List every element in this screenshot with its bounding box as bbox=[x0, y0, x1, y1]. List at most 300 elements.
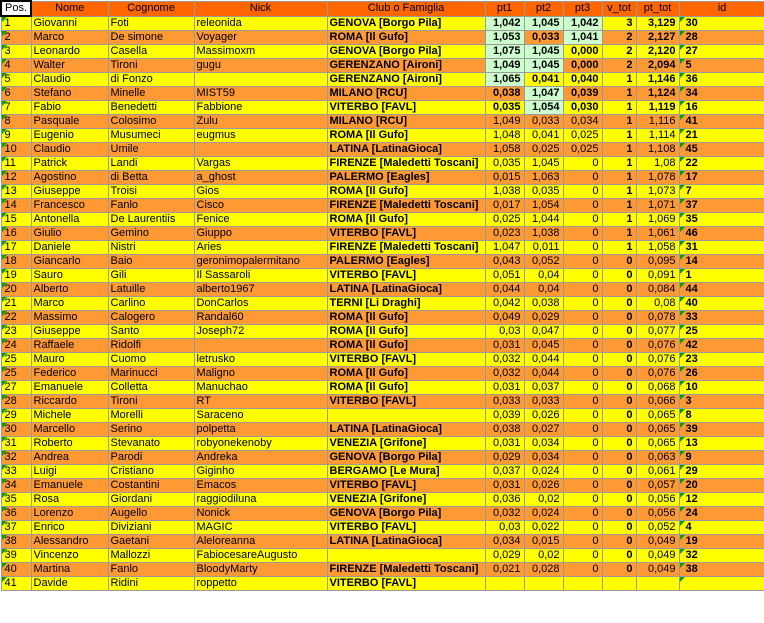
cell-nome[interactable]: Francesco bbox=[31, 199, 108, 213]
cell-club[interactable]: BERGAMO [Le Mura] bbox=[327, 465, 485, 479]
cell-pt-tot[interactable]: 0,065 bbox=[636, 423, 679, 437]
cell-pt-tot[interactable]: 0,078 bbox=[636, 311, 679, 325]
cell-pt2[interactable]: 0,022 bbox=[524, 521, 563, 535]
cell-pos[interactable]: 34 bbox=[1, 479, 31, 493]
cell-pt2[interactable]: 0,033 bbox=[524, 395, 563, 409]
cell-pt-tot[interactable]: 2,127 bbox=[636, 31, 679, 45]
cell-pos[interactable]: 23 bbox=[1, 325, 31, 339]
cell-pt1[interactable]: 0,031 bbox=[485, 339, 524, 353]
cell-cognome[interactable]: Augello bbox=[108, 507, 194, 521]
cell-pt1[interactable]: 0,031 bbox=[485, 479, 524, 493]
cell-nome[interactable]: Luigi bbox=[31, 465, 108, 479]
cell-id[interactable]: 42 bbox=[679, 339, 764, 353]
cell-club[interactable]: VENEZIA [Grifone] bbox=[327, 493, 485, 507]
cell-pt2[interactable]: 0,02 bbox=[524, 493, 563, 507]
cell-cognome[interactable]: Umile bbox=[108, 143, 194, 157]
cell-club[interactable]: ROMA [Il Gufo] bbox=[327, 381, 485, 395]
cell-v-tot[interactable]: 1 bbox=[602, 115, 636, 129]
cell-pt1[interactable]: 0,034 bbox=[485, 535, 524, 549]
cell-pt1[interactable]: 0,031 bbox=[485, 437, 524, 451]
cell-club[interactable]: GERENZANO [Aironi] bbox=[327, 73, 485, 87]
cell-id[interactable]: 25 bbox=[679, 325, 764, 339]
cell-cognome[interactable]: Stevanato bbox=[108, 437, 194, 451]
cell-pt3[interactable]: 1,042 bbox=[563, 16, 602, 31]
cell-club[interactable]: VITERBO [FAVL] bbox=[327, 479, 485, 493]
cell-pt-tot[interactable]: 0,076 bbox=[636, 353, 679, 367]
cell-nick[interactable]: Fabbione bbox=[194, 101, 327, 115]
cell-v-tot[interactable]: 1 bbox=[602, 171, 636, 185]
cell-pt3[interactable]: 0 bbox=[563, 297, 602, 311]
cell-club[interactable]: LATINA [LatinaGioca] bbox=[327, 283, 485, 297]
cell-pt3[interactable]: 0,040 bbox=[563, 73, 602, 87]
cell-nome[interactable]: Eugenio bbox=[31, 129, 108, 143]
cell-nick[interactable]: Vargas bbox=[194, 157, 327, 171]
cell-pt2[interactable]: 0,011 bbox=[524, 241, 563, 255]
cell-v-tot[interactable]: 1 bbox=[602, 129, 636, 143]
cell-club[interactable]: LATINA [LatinaGioca] bbox=[327, 143, 485, 157]
cell-pt2[interactable]: 0,04 bbox=[524, 269, 563, 283]
cell-pt3[interactable]: 0 bbox=[563, 381, 602, 395]
cell-pos[interactable]: 21 bbox=[1, 297, 31, 311]
cell-pt-tot[interactable]: 0,077 bbox=[636, 325, 679, 339]
cell-pt-tot[interactable]: 0,057 bbox=[636, 479, 679, 493]
cell-nome[interactable]: Emanuele bbox=[31, 381, 108, 395]
cell-pt3[interactable]: 0,034 bbox=[563, 115, 602, 129]
cell-pt3[interactable]: 0 bbox=[563, 437, 602, 451]
cell-v-tot[interactable]: 0 bbox=[602, 423, 636, 437]
cell-pos[interactable]: 30 bbox=[1, 423, 31, 437]
cell-cognome[interactable]: Tironi bbox=[108, 395, 194, 409]
cell-pt1[interactable]: 0,051 bbox=[485, 269, 524, 283]
cell-pt1[interactable]: 1,048 bbox=[485, 129, 524, 143]
cell-id[interactable]: 32 bbox=[679, 549, 764, 563]
cell-id[interactable]: 23 bbox=[679, 353, 764, 367]
cell-pos[interactable]: 39 bbox=[1, 549, 31, 563]
cell-id[interactable]: 22 bbox=[679, 157, 764, 171]
cell-pos[interactable]: 38 bbox=[1, 535, 31, 549]
cell-pt-tot[interactable]: 1,108 bbox=[636, 143, 679, 157]
cell-nome[interactable]: Giuseppe bbox=[31, 325, 108, 339]
cell-pt-tot[interactable]: 1,116 bbox=[636, 115, 679, 129]
cell-v-tot[interactable]: 0 bbox=[602, 465, 636, 479]
cell-pos[interactable]: 19 bbox=[1, 269, 31, 283]
cell-pt3[interactable]: 0 bbox=[563, 563, 602, 577]
cell-pos[interactable]: 17 bbox=[1, 241, 31, 255]
header-pt2[interactable]: pt2 bbox=[524, 1, 563, 16]
cell-pt-tot[interactable]: 2,094 bbox=[636, 59, 679, 73]
cell-cognome[interactable]: Landi bbox=[108, 157, 194, 171]
cell-nome[interactable]: Lorenzo bbox=[31, 507, 108, 521]
cell-nome[interactable]: Patrick bbox=[31, 157, 108, 171]
cell-nome[interactable]: Giuseppe bbox=[31, 185, 108, 199]
cell-id[interactable]: 24 bbox=[679, 507, 764, 521]
cell-pos[interactable]: 25 bbox=[1, 353, 31, 367]
cell-id[interactable]: 39 bbox=[679, 423, 764, 437]
cell-pt3[interactable]: 0 bbox=[563, 171, 602, 185]
cell-pt-tot[interactable]: 0,049 bbox=[636, 549, 679, 563]
cell-nome[interactable]: Giulio bbox=[31, 227, 108, 241]
cell-id[interactable]: 4 bbox=[679, 521, 764, 535]
cell-cognome[interactable]: Mallozzi bbox=[108, 549, 194, 563]
cell-pos[interactable]: 20 bbox=[1, 283, 31, 297]
cell-pt2[interactable]: 0,045 bbox=[524, 339, 563, 353]
cell-pos[interactable]: 36 bbox=[1, 507, 31, 521]
cell-pt-tot[interactable]: 1,061 bbox=[636, 227, 679, 241]
cell-pt1[interactable]: 1,042 bbox=[485, 16, 524, 31]
cell-id[interactable] bbox=[679, 577, 764, 591]
cell-nick[interactable]: raggiodiluna bbox=[194, 493, 327, 507]
cell-nome[interactable]: Emanuele bbox=[31, 479, 108, 493]
cell-nome[interactable]: Leonardo bbox=[31, 45, 108, 59]
cell-club[interactable]: ROMA [Il Gufo] bbox=[327, 31, 485, 45]
cell-nick[interactable]: letrusko bbox=[194, 353, 327, 367]
cell-pt-tot[interactable]: 1,08 bbox=[636, 157, 679, 171]
cell-cognome[interactable]: Latuille bbox=[108, 283, 194, 297]
cell-nick[interactable]: Emacos bbox=[194, 479, 327, 493]
cell-id[interactable]: 41 bbox=[679, 115, 764, 129]
cell-pt1[interactable]: 0,033 bbox=[485, 395, 524, 409]
cell-pt3[interactable]: 0,025 bbox=[563, 129, 602, 143]
cell-v-tot[interactable]: 0 bbox=[602, 507, 636, 521]
cell-pt3[interactable]: 0 bbox=[563, 311, 602, 325]
cell-v-tot[interactable]: 0 bbox=[602, 493, 636, 507]
cell-pos[interactable]: 2 bbox=[1, 31, 31, 45]
cell-nome[interactable]: Marcello bbox=[31, 423, 108, 437]
cell-nick[interactable] bbox=[194, 73, 327, 87]
cell-pt1[interactable]: 0,032 bbox=[485, 507, 524, 521]
cell-pt-tot[interactable]: 1,146 bbox=[636, 73, 679, 87]
cell-pt2[interactable]: 0,027 bbox=[524, 423, 563, 437]
cell-pt1[interactable]: 0,015 bbox=[485, 171, 524, 185]
cell-pt3[interactable]: 0 bbox=[563, 423, 602, 437]
cell-v-tot[interactable]: 1 bbox=[602, 73, 636, 87]
cell-pt2[interactable]: 0,044 bbox=[524, 367, 563, 381]
cell-pt1[interactable]: 0,049 bbox=[485, 311, 524, 325]
cell-pt1[interactable]: 0,044 bbox=[485, 283, 524, 297]
cell-cognome[interactable]: Foti bbox=[108, 16, 194, 31]
header-pt1[interactable]: pt1 bbox=[485, 1, 524, 16]
cell-pt3[interactable]: 0 bbox=[563, 339, 602, 353]
cell-pt1[interactable]: 0,032 bbox=[485, 367, 524, 381]
cell-club[interactable]: PALERMO [Eagles] bbox=[327, 255, 485, 269]
cell-cognome[interactable]: Santo bbox=[108, 325, 194, 339]
cell-cognome[interactable]: Musumeci bbox=[108, 129, 194, 143]
cell-pt1[interactable] bbox=[485, 577, 524, 591]
cell-pt2[interactable]: 0,041 bbox=[524, 129, 563, 143]
cell-v-tot[interactable]: 2 bbox=[602, 31, 636, 45]
cell-pt-tot[interactable]: 1,078 bbox=[636, 171, 679, 185]
cell-club[interactable]: ROMA [Il Gufo] bbox=[327, 311, 485, 325]
cell-nick[interactable]: Nonick bbox=[194, 507, 327, 521]
cell-v-tot[interactable]: 0 bbox=[602, 563, 636, 577]
cell-pt1[interactable]: 0,017 bbox=[485, 199, 524, 213]
cell-cognome[interactable]: Colletta bbox=[108, 381, 194, 395]
cell-pos[interactable]: 29 bbox=[1, 409, 31, 423]
cell-club[interactable]: ROMA [Il Gufo] bbox=[327, 129, 485, 143]
cell-pt3[interactable]: 0 bbox=[563, 479, 602, 493]
cell-nome[interactable]: Martina bbox=[31, 563, 108, 577]
cell-nick[interactable]: a_ghost bbox=[194, 171, 327, 185]
cell-nome[interactable]: Riccardo bbox=[31, 395, 108, 409]
cell-nome[interactable]: Federico bbox=[31, 367, 108, 381]
cell-cognome[interactable]: Troisi bbox=[108, 185, 194, 199]
cell-pos[interactable]: 12 bbox=[1, 171, 31, 185]
cell-id[interactable]: 20 bbox=[679, 479, 764, 493]
cell-cognome[interactable]: Benedetti bbox=[108, 101, 194, 115]
cell-pt-tot[interactable]: 0,049 bbox=[636, 563, 679, 577]
cell-club[interactable]: GENOVA [Borgo Pila] bbox=[327, 45, 485, 59]
cell-pt1[interactable]: 1,075 bbox=[485, 45, 524, 59]
cell-pt1[interactable]: 0,035 bbox=[485, 101, 524, 115]
cell-pos[interactable]: 9 bbox=[1, 129, 31, 143]
cell-v-tot[interactable]: 1 bbox=[602, 241, 636, 255]
cell-v-tot[interactable]: 0 bbox=[602, 339, 636, 353]
cell-pt-tot[interactable]: 0,095 bbox=[636, 255, 679, 269]
cell-pt3[interactable]: 0 bbox=[563, 465, 602, 479]
cell-nome[interactable]: Walter bbox=[31, 59, 108, 73]
cell-pt-tot[interactable]: 0,066 bbox=[636, 395, 679, 409]
cell-v-tot[interactable]: 1 bbox=[602, 143, 636, 157]
cell-nick[interactable] bbox=[194, 339, 327, 353]
cell-nome[interactable]: Alberto bbox=[31, 283, 108, 297]
cell-club[interactable]: TERNI [Li Draghi] bbox=[327, 297, 485, 311]
cell-pt2[interactable]: 1,045 bbox=[524, 16, 563, 31]
cell-id[interactable]: 36 bbox=[679, 73, 764, 87]
cell-pos[interactable]: 25 bbox=[1, 367, 31, 381]
cell-pt-tot[interactable]: 2,120 bbox=[636, 45, 679, 59]
cell-pt3[interactable]: 0 bbox=[563, 255, 602, 269]
cell-pt2[interactable]: 1,054 bbox=[524, 101, 563, 115]
cell-club[interactable] bbox=[327, 409, 485, 423]
cell-pt-tot[interactable]: 1,119 bbox=[636, 101, 679, 115]
cell-v-tot[interactable]: 0 bbox=[602, 311, 636, 325]
header-nick[interactable]: Nick bbox=[194, 1, 327, 16]
cell-cognome[interactable]: Serino bbox=[108, 423, 194, 437]
cell-club[interactable]: GERENZANO [Aironi] bbox=[327, 59, 485, 73]
cell-pt-tot[interactable]: 1,124 bbox=[636, 87, 679, 101]
cell-pt2[interactable]: 0,026 bbox=[524, 479, 563, 493]
cell-cognome[interactable]: di Fonzo bbox=[108, 73, 194, 87]
cell-v-tot[interactable]: 1 bbox=[602, 199, 636, 213]
cell-v-tot[interactable]: 0 bbox=[602, 535, 636, 549]
cell-pt3[interactable]: 0 bbox=[563, 269, 602, 283]
cell-pt-tot[interactable]: 0,068 bbox=[636, 381, 679, 395]
cell-nick[interactable]: Manuchao bbox=[194, 381, 327, 395]
cell-club[interactable]: ROMA [Il Gufo] bbox=[327, 185, 485, 199]
cell-pt1[interactable]: 0,03 bbox=[485, 521, 524, 535]
cell-pos[interactable]: 15 bbox=[1, 213, 31, 227]
cell-pos[interactable]: 37 bbox=[1, 521, 31, 535]
cell-nome[interactable]: Pasquale bbox=[31, 115, 108, 129]
cell-id[interactable]: 16 bbox=[679, 101, 764, 115]
cell-cognome[interactable]: Gaetani bbox=[108, 535, 194, 549]
cell-cognome[interactable]: Gemino bbox=[108, 227, 194, 241]
cell-cognome[interactable]: Morelli bbox=[108, 409, 194, 423]
cell-pt3[interactable]: 0 bbox=[563, 353, 602, 367]
cell-pt1[interactable]: 1,058 bbox=[485, 143, 524, 157]
cell-nome[interactable]: Vincenzo bbox=[31, 549, 108, 563]
cell-nick[interactable]: Fenice bbox=[194, 213, 327, 227]
cell-pt-tot[interactable]: 1,071 bbox=[636, 199, 679, 213]
cell-id[interactable]: 12 bbox=[679, 493, 764, 507]
cell-id[interactable]: 17 bbox=[679, 171, 764, 185]
cell-v-tot[interactable]: 0 bbox=[602, 269, 636, 283]
cell-nick[interactable]: Randal60 bbox=[194, 311, 327, 325]
cell-pos[interactable]: 1 bbox=[1, 16, 31, 31]
cell-cognome[interactable]: Carlino bbox=[108, 297, 194, 311]
cell-club[interactable]: FIRENZE [Maledetti Toscani] bbox=[327, 199, 485, 213]
cell-cognome[interactable]: Casella bbox=[108, 45, 194, 59]
cell-id[interactable]: 13 bbox=[679, 437, 764, 451]
cell-v-tot[interactable]: 0 bbox=[602, 325, 636, 339]
cell-v-tot[interactable] bbox=[602, 577, 636, 591]
cell-pt3[interactable] bbox=[563, 577, 602, 591]
cell-pt2[interactable]: 0,044 bbox=[524, 353, 563, 367]
cell-pt1[interactable]: 0,043 bbox=[485, 255, 524, 269]
cell-pt1[interactable]: 1,049 bbox=[485, 115, 524, 129]
cell-club[interactable]: VITERBO [FAVL] bbox=[327, 269, 485, 283]
cell-nome[interactable]: Claudio bbox=[31, 73, 108, 87]
cell-club[interactable]: ROMA [Il Gufo] bbox=[327, 339, 485, 353]
cell-id[interactable]: 26 bbox=[679, 367, 764, 381]
cell-club[interactable]: ROMA [Il Gufo] bbox=[327, 213, 485, 227]
cell-pt1[interactable]: 0,025 bbox=[485, 213, 524, 227]
cell-id[interactable]: 31 bbox=[679, 241, 764, 255]
cell-pos[interactable]: 35 bbox=[1, 493, 31, 507]
cell-cognome[interactable]: Marinucci bbox=[108, 367, 194, 381]
cell-id[interactable]: 19 bbox=[679, 535, 764, 549]
cell-id[interactable]: 9 bbox=[679, 451, 764, 465]
cell-pt3[interactable]: 0,000 bbox=[563, 45, 602, 59]
cell-pt2[interactable]: 1,044 bbox=[524, 213, 563, 227]
cell-nick[interactable]: Andreka bbox=[194, 451, 327, 465]
cell-nome[interactable]: Michele bbox=[31, 409, 108, 423]
cell-nome[interactable]: Enrico bbox=[31, 521, 108, 535]
cell-pt1[interactable]: 0,038 bbox=[485, 87, 524, 101]
cell-id[interactable]: 40 bbox=[679, 297, 764, 311]
cell-pt-tot[interactable]: 1,058 bbox=[636, 241, 679, 255]
cell-v-tot[interactable]: 2 bbox=[602, 59, 636, 73]
cell-v-tot[interactable]: 0 bbox=[602, 521, 636, 535]
cell-pt3[interactable]: 0 bbox=[563, 213, 602, 227]
cell-id[interactable]: 27 bbox=[679, 45, 764, 59]
cell-nome[interactable]: Agostino bbox=[31, 171, 108, 185]
cell-nick[interactable]: Massimoxm bbox=[194, 45, 327, 59]
cell-pt2[interactable]: 1,045 bbox=[524, 45, 563, 59]
cell-pt3[interactable]: 0 bbox=[563, 367, 602, 381]
cell-nick[interactable]: alberto1967 bbox=[194, 283, 327, 297]
cell-pos[interactable]: 14 bbox=[1, 199, 31, 213]
cell-pt1[interactable]: 0,029 bbox=[485, 549, 524, 563]
cell-cognome[interactable]: Cristiano bbox=[108, 465, 194, 479]
cell-nick[interactable]: Voyager bbox=[194, 31, 327, 45]
cell-pt-tot[interactable]: 0,065 bbox=[636, 409, 679, 423]
cell-pt3[interactable]: 0 bbox=[563, 157, 602, 171]
cell-id[interactable]: 45 bbox=[679, 143, 764, 157]
cell-cognome[interactable]: Parodi bbox=[108, 451, 194, 465]
cell-id[interactable]: 14 bbox=[679, 255, 764, 269]
cell-pt3[interactable]: 0 bbox=[563, 199, 602, 213]
cell-pt2[interactable]: 0,035 bbox=[524, 185, 563, 199]
cell-pt1[interactable]: 0,032 bbox=[485, 353, 524, 367]
cell-club[interactable]: LATINA [LatinaGioca] bbox=[327, 423, 485, 437]
cell-pos[interactable]: 28 bbox=[1, 395, 31, 409]
cell-pt3[interactable]: 0 bbox=[563, 227, 602, 241]
header-v-tot[interactable]: v_tot bbox=[602, 1, 636, 16]
cell-pt3[interactable]: 0 bbox=[563, 451, 602, 465]
cell-pos[interactable]: 31 bbox=[1, 437, 31, 451]
cell-pt2[interactable]: 0,015 bbox=[524, 535, 563, 549]
cell-cognome[interactable]: De simone bbox=[108, 31, 194, 45]
cell-nome[interactable]: Davide bbox=[31, 577, 108, 591]
cell-cognome[interactable]: Fanlo bbox=[108, 199, 194, 213]
cell-pos[interactable]: 6 bbox=[1, 87, 31, 101]
cell-id[interactable]: 29 bbox=[679, 465, 764, 479]
cell-nome[interactable]: Stefano bbox=[31, 87, 108, 101]
cell-pt2[interactable]: 0,025 bbox=[524, 143, 563, 157]
cell-pt-tot[interactable]: 0,065 bbox=[636, 437, 679, 451]
cell-pos[interactable]: 4 bbox=[1, 59, 31, 73]
cell-pt2[interactable]: 1,047 bbox=[524, 87, 563, 101]
cell-pt1[interactable]: 1,047 bbox=[485, 241, 524, 255]
cell-id[interactable]: 3 bbox=[679, 395, 764, 409]
cell-v-tot[interactable]: 0 bbox=[602, 353, 636, 367]
cell-club[interactable]: FIRENZE [Maledetti Toscani] bbox=[327, 157, 485, 171]
cell-nome[interactable]: Mauro bbox=[31, 353, 108, 367]
cell-pt2[interactable]: 0,029 bbox=[524, 311, 563, 325]
cell-nome[interactable]: Marco bbox=[31, 31, 108, 45]
cell-pos[interactable]: 11 bbox=[1, 157, 31, 171]
cell-cognome[interactable]: Ridini bbox=[108, 577, 194, 591]
cell-pt2[interactable]: 0,052 bbox=[524, 255, 563, 269]
cell-pt2[interactable] bbox=[524, 577, 563, 591]
cell-pt-tot[interactable]: 0,052 bbox=[636, 521, 679, 535]
cell-pt2[interactable]: 1,045 bbox=[524, 59, 563, 73]
cell-nick[interactable] bbox=[194, 143, 327, 157]
cell-pos[interactable]: 7 bbox=[1, 101, 31, 115]
cell-pt3[interactable]: 0 bbox=[563, 535, 602, 549]
cell-pt1[interactable]: 0,023 bbox=[485, 227, 524, 241]
cell-pt3[interactable]: 0,039 bbox=[563, 87, 602, 101]
cell-pt1[interactable]: 1,065 bbox=[485, 73, 524, 87]
cell-v-tot[interactable]: 0 bbox=[602, 409, 636, 423]
cell-club[interactable]: GENOVA [Borgo Pila] bbox=[327, 451, 485, 465]
cell-pt2[interactable]: 0,024 bbox=[524, 507, 563, 521]
cell-nick[interactable]: geronimopalermitano bbox=[194, 255, 327, 269]
cell-pt3[interactable]: 0 bbox=[563, 395, 602, 409]
cell-v-tot[interactable]: 0 bbox=[602, 437, 636, 451]
cell-nick[interactable]: MAGIC bbox=[194, 521, 327, 535]
cell-pt1[interactable]: 0,042 bbox=[485, 297, 524, 311]
cell-id[interactable]: 8 bbox=[679, 409, 764, 423]
cell-club[interactable]: VITERBO [FAVL] bbox=[327, 101, 485, 115]
cell-cognome[interactable]: Nistri bbox=[108, 241, 194, 255]
cell-pt2[interactable]: 0,047 bbox=[524, 325, 563, 339]
cell-pt1[interactable]: 1,053 bbox=[485, 31, 524, 45]
cell-pt2[interactable]: 0,02 bbox=[524, 549, 563, 563]
cell-pt3[interactable]: 1,041 bbox=[563, 31, 602, 45]
cell-nome[interactable]: Marco bbox=[31, 297, 108, 311]
cell-pt1[interactable]: 1,049 bbox=[485, 59, 524, 73]
cell-cognome[interactable]: Costantini bbox=[108, 479, 194, 493]
cell-nome[interactable]: Giovanni bbox=[31, 16, 108, 31]
cell-v-tot[interactable]: 0 bbox=[602, 479, 636, 493]
cell-id[interactable]: 37 bbox=[679, 199, 764, 213]
cell-v-tot[interactable]: 0 bbox=[602, 381, 636, 395]
cell-id[interactable]: 30 bbox=[679, 16, 764, 31]
cell-pt3[interactable]: 0 bbox=[563, 185, 602, 199]
cell-v-tot[interactable]: 0 bbox=[602, 255, 636, 269]
